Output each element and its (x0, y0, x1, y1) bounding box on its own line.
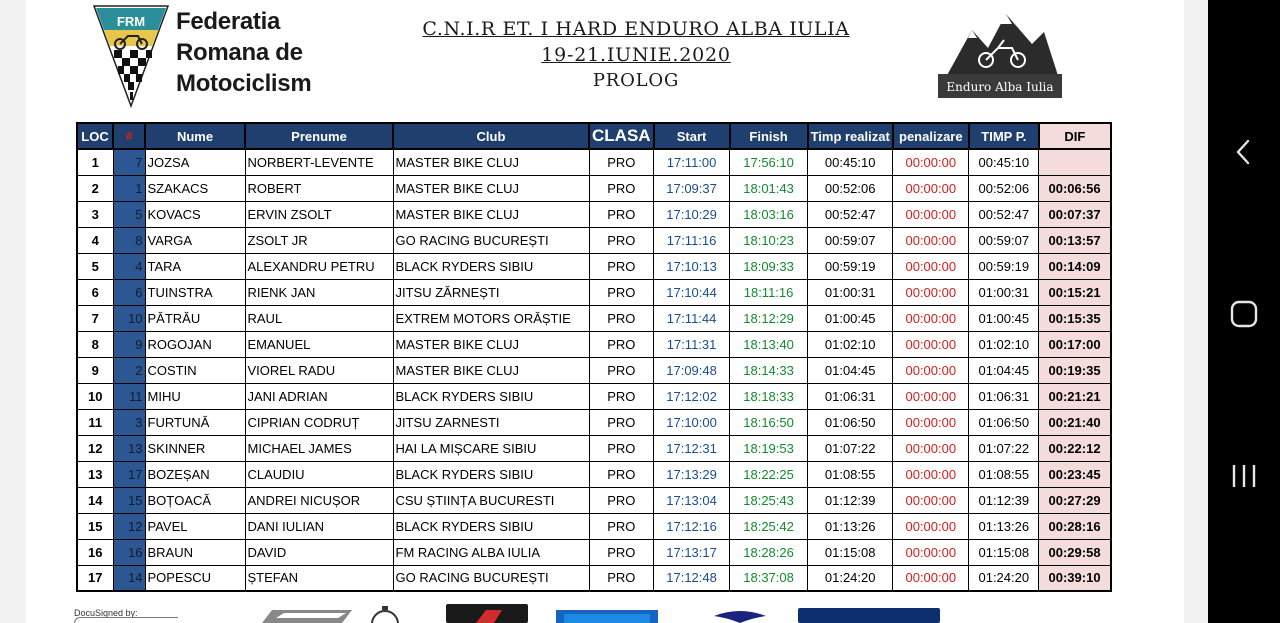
cell-club: GO RACING BUCUREȘTI (393, 227, 589, 253)
cell-prenume: CLAUDIU (245, 461, 393, 487)
cell-club: MASTER BIKE CLUJ (393, 149, 589, 175)
cell-finish: 18:13:40 (730, 331, 808, 357)
android-nav-bar (1208, 0, 1280, 623)
cell-timp-p: 01:04:45 (969, 357, 1039, 383)
table-row (77, 357, 1111, 383)
cell-start: 17:11:44 (654, 305, 730, 331)
cell-penalizare: 00:00:00 (893, 435, 969, 461)
table-row (77, 539, 1111, 565)
cell-start-number: 14 (113, 565, 145, 591)
frm-logo (92, 0, 170, 108)
cell-prenume: JANI ADRIAN (245, 383, 393, 409)
signature-frame (74, 617, 178, 623)
col-header-finish: Finish (730, 123, 808, 149)
cell-clasa: PRO (589, 149, 654, 175)
cell-start-number: 1 (113, 175, 145, 201)
cell-penalizare: 00:00:00 (893, 227, 969, 253)
sponsor-logo-4 (798, 604, 940, 623)
cell-nume: KOVACS (145, 201, 245, 227)
results-table (76, 122, 1112, 592)
cell-club: MASTER BIKE CLUJ (393, 175, 589, 201)
cell-nume: BRAUN (145, 539, 245, 565)
cell-dif: 00:14:09 (1039, 253, 1111, 279)
cell-loc: 10 (77, 383, 113, 409)
cell-start-number: 3 (113, 409, 145, 435)
cell-timp-p: 01:12:39 (969, 487, 1039, 513)
cell-clasa: PRO (589, 201, 654, 227)
cell-club: EXTREM MOTORS ORĂȘTIE (393, 305, 589, 331)
cell-start-number: 17 (113, 461, 145, 487)
cell-loc: 5 (77, 253, 113, 279)
cell-club: BLACK RYDERS SIBIU (393, 513, 589, 539)
cell-prenume: ȘTEFAN (245, 565, 393, 591)
cell-loc: 6 (77, 279, 113, 305)
cell-loc: 7 (77, 305, 113, 331)
sponsor-logo-2 (446, 604, 528, 623)
col-header-start: Start (654, 123, 730, 149)
cell-finish: 18:25:42 (730, 513, 808, 539)
docusign-label: DocuSigned by: (74, 608, 138, 618)
cell-start-number: 10 (113, 305, 145, 331)
table-row (77, 175, 1111, 201)
cell-dif: 00:13:57 (1039, 227, 1111, 253)
svg-text:FRM: FRM (116, 14, 146, 29)
cell-club: MASTER BIKE CLUJ (393, 201, 589, 227)
cell-start: 17:10:29 (654, 201, 730, 227)
table-row (77, 279, 1111, 305)
col-header-nume: Nume (145, 123, 245, 149)
cell-start-number: 11 (113, 383, 145, 409)
cell-timp-realizat: 01:08:55 (808, 461, 893, 487)
cell-timp-p: 00:59:07 (969, 227, 1039, 253)
cell-nume: BOȚOACĂ (145, 487, 245, 513)
cell-penalizare: 00:00:00 (893, 253, 969, 279)
cell-finish: 18:10:23 (730, 227, 808, 253)
cell-clasa: PRO (589, 435, 654, 461)
table-row (77, 565, 1111, 591)
table-row (77, 253, 1111, 279)
enduro-alba-iulia-logo (932, 8, 1068, 102)
cell-club: FM RACING ALBA IULIA (393, 539, 589, 565)
cell-start-number: 2 (113, 357, 145, 383)
cell-finish: 18:14:33 (730, 357, 808, 383)
col-header-penalizare: penalizare (893, 123, 969, 149)
cell-nume: MIHU (145, 383, 245, 409)
cell-loc: 11 (77, 409, 113, 435)
cell-start-number: 16 (113, 539, 145, 565)
cell-timp-p: 01:08:55 (969, 461, 1039, 487)
cell-clasa: PRO (589, 357, 654, 383)
cell-dif: 00:19:35 (1039, 357, 1111, 383)
cell-start: 17:12:31 (654, 435, 730, 461)
cell-penalizare: 00:00:00 (893, 201, 969, 227)
col-header-dif: DIF (1039, 123, 1111, 149)
cell-timp-p: 01:02:10 (969, 331, 1039, 357)
cell-nume: SZAKACS (145, 175, 245, 201)
table-header-row (77, 123, 1111, 149)
cell-start-number: 12 (113, 513, 145, 539)
cell-timp-p: 00:52:06 (969, 175, 1039, 201)
cell-timp-p: 01:13:26 (969, 513, 1039, 539)
cell-penalizare: 00:00:00 (893, 149, 969, 175)
cell-start: 17:11:31 (654, 331, 730, 357)
federation-name: Federatia Romana de Motociclism (176, 8, 312, 97)
cell-nume: SKINNER (145, 435, 245, 461)
eagle-icon (712, 604, 768, 623)
cell-nume: ROGOJAN (145, 331, 245, 357)
cell-start-number: 6 (113, 279, 145, 305)
table-row (77, 487, 1111, 513)
cell-nume: PAVEL (145, 513, 245, 539)
cell-start-number: 15 (113, 487, 145, 513)
cell-dif: 00:17:00 (1039, 331, 1111, 357)
cell-dif: 00:22:12 (1039, 435, 1111, 461)
cell-finish: 18:25:43 (730, 487, 808, 513)
cell-dif: 00:27:29 (1039, 487, 1111, 513)
cell-start: 17:13:04 (654, 487, 730, 513)
col-header-clasa: CLASA (589, 123, 654, 149)
cell-finish: 18:19:53 (730, 435, 808, 461)
cell-club: JITSU ZĂRNEȘTI (393, 279, 589, 305)
table-row (77, 461, 1111, 487)
cell-clasa: PRO (589, 409, 654, 435)
table-row (77, 409, 1111, 435)
cell-club: BLACK RYDERS SIBIU (393, 461, 589, 487)
cell-penalizare: 00:00:00 (893, 487, 969, 513)
recent-apps-icon (1229, 462, 1259, 490)
cell-finish: 18:18:33 (730, 383, 808, 409)
cell-timp-p: 01:00:45 (969, 305, 1039, 331)
cell-timp-p: 01:15:08 (969, 539, 1039, 565)
cell-timp-p: 01:00:31 (969, 279, 1039, 305)
cell-finish: 18:22:25 (730, 461, 808, 487)
cell-prenume: ALEXANDRU PETRU (245, 253, 393, 279)
col-header-club: Club (393, 123, 589, 149)
cell-clasa: PRO (589, 305, 654, 331)
cell-loc: 16 (77, 539, 113, 565)
cell-club: MASTER BIKE CLUJ (393, 357, 589, 383)
cell-penalizare: 00:00:00 (893, 357, 969, 383)
cell-prenume: MICHAEL JAMES (245, 435, 393, 461)
cell-prenume: DANI IULIAN (245, 513, 393, 539)
cell-nume: COSTIN (145, 357, 245, 383)
cell-penalizare: 00:00:00 (893, 513, 969, 539)
cell-timp-p: 01:06:31 (969, 383, 1039, 409)
cell-prenume: ANDREI NICUȘOR (245, 487, 393, 513)
sponsor-logo-3 (556, 604, 658, 623)
cell-start: 17:10:13 (654, 253, 730, 279)
cell-clasa: PRO (589, 461, 654, 487)
cell-start-number: 5 (113, 201, 145, 227)
cell-timp-realizat: 01:07:22 (808, 435, 893, 461)
cell-clasa: PRO (589, 513, 654, 539)
cell-prenume: ROBERT (245, 175, 393, 201)
table-row (77, 513, 1111, 539)
cell-clasa: PRO (589, 175, 654, 201)
cell-penalizare: 00:00:00 (893, 331, 969, 357)
cell-start-number: 7 (113, 149, 145, 175)
back-button[interactable] (1208, 136, 1280, 168)
sponsor-logo-1 (262, 604, 352, 623)
cell-club: MASTER BIKE CLUJ (393, 331, 589, 357)
cell-start-number: 8 (113, 227, 145, 253)
cell-penalizare: 00:00:00 (893, 539, 969, 565)
table-row (77, 201, 1111, 227)
cell-timp-realizat: 00:59:07 (808, 227, 893, 253)
cell-start: 17:09:48 (654, 357, 730, 383)
cell-prenume: ERVIN ZSOLT (245, 201, 393, 227)
cell-prenume: DAVID (245, 539, 393, 565)
cell-nume: TARA (145, 253, 245, 279)
home-button[interactable] (1208, 298, 1280, 330)
col-header-timp-p: TIMP P. (969, 123, 1039, 149)
col-header-prenume: Prenume (245, 123, 393, 149)
results-body (77, 149, 1111, 591)
cell-loc: 15 (77, 513, 113, 539)
cell-timp-realizat: 01:00:31 (808, 279, 893, 305)
cell-nume: FURTUNĂ (145, 409, 245, 435)
cell-start-number: 9 (113, 331, 145, 357)
cell-dif: 00:29:58 (1039, 539, 1111, 565)
cell-timp-realizat: 01:15:08 (808, 539, 893, 565)
cell-start: 17:13:29 (654, 461, 730, 487)
cell-dif: 00:39:10 (1039, 565, 1111, 591)
event-stage: PROLOG (592, 70, 680, 91)
col-header-loc: LOC (77, 123, 113, 149)
cell-timp-p: 01:06:50 (969, 409, 1039, 435)
cell-loc: 2 (77, 175, 113, 201)
cell-start: 17:10:00 (654, 409, 730, 435)
cell-start: 17:11:16 (654, 227, 730, 253)
cell-timp-realizat: 01:02:10 (808, 331, 893, 357)
cell-loc: 1 (77, 149, 113, 175)
cell-prenume: EMANUEL (245, 331, 393, 357)
cell-dif: 00:07:37 (1039, 201, 1111, 227)
event-title: C.N.I.R ET. I HARD ENDURO ALBA IULIA (422, 18, 850, 40)
cell-finish: 18:03:16 (730, 201, 808, 227)
cell-timp-realizat: 00:45:10 (808, 149, 893, 175)
cell-timp-realizat: 01:13:26 (808, 513, 893, 539)
cell-clasa: PRO (589, 227, 654, 253)
results-document (26, 0, 1184, 623)
event-title-block (406, 16, 866, 94)
home-icon (1229, 299, 1259, 329)
cell-timp-realizat: 01:06:31 (808, 383, 893, 409)
stopwatch-icon (360, 604, 410, 623)
cell-timp-realizat: 01:00:45 (808, 305, 893, 331)
cell-loc: 3 (77, 201, 113, 227)
cell-club: HAI LA MIȘCARE SIBIU (393, 435, 589, 461)
table-row (77, 435, 1111, 461)
cell-start-number: 13 (113, 435, 145, 461)
cell-club: BLACK RYDERS SIBIU (393, 383, 589, 409)
cell-dif: 00:23:45 (1039, 461, 1111, 487)
cell-dif: 00:06:56 (1039, 175, 1111, 201)
cell-nume: VARGA (145, 227, 245, 253)
cell-nume: BOZEȘAN (145, 461, 245, 487)
cell-dif (1039, 149, 1111, 175)
cell-penalizare: 00:00:00 (893, 175, 969, 201)
table-row (77, 383, 1111, 409)
cell-timp-realizat: 00:52:47 (808, 201, 893, 227)
cell-finish: 18:28:26 (730, 539, 808, 565)
cell-finish: 18:11:16 (730, 279, 808, 305)
cell-nume: TUINSTRA (145, 279, 245, 305)
cell-start: 17:12:16 (654, 513, 730, 539)
cell-nume: POPESCU (145, 565, 245, 591)
cell-timp-realizat: 01:04:45 (808, 357, 893, 383)
cell-penalizare: 00:00:00 (893, 305, 969, 331)
cell-timp-realizat: 00:59:19 (808, 253, 893, 279)
cell-dif: 00:15:21 (1039, 279, 1111, 305)
cell-start: 17:13:17 (654, 539, 730, 565)
cell-start: 17:12:48 (654, 565, 730, 591)
table-row (77, 331, 1111, 357)
cell-club: GO RACING BUCUREȘTI (393, 565, 589, 591)
cell-start-number: 4 (113, 253, 145, 279)
table-row (77, 305, 1111, 331)
cell-finish: 18:16:50 (730, 409, 808, 435)
col-header-timp-realizat: Timp realizat (808, 123, 893, 149)
cell-timp-p: 00:45:10 (969, 149, 1039, 175)
cell-timp-p: 00:52:47 (969, 201, 1039, 227)
cell-loc: 14 (77, 487, 113, 513)
cell-nume: JOZSA (145, 149, 245, 175)
cell-loc: 12 (77, 435, 113, 461)
recent-apps-button[interactable] (1208, 460, 1280, 492)
cell-prenume: CIPRIAN CODRUȚ (245, 409, 393, 435)
back-icon (1234, 138, 1254, 166)
cell-prenume: ZSOLT JR (245, 227, 393, 253)
cell-loc: 4 (77, 227, 113, 253)
cell-finish: 18:01:43 (730, 175, 808, 201)
cell-penalizare: 00:00:00 (893, 461, 969, 487)
cell-dif: 00:21:21 (1039, 383, 1111, 409)
svg-text:Enduro Alba Iulia: Enduro Alba Iulia (946, 80, 1054, 94)
cell-prenume: NORBERT-LEVENTE (245, 149, 393, 175)
cell-penalizare: 00:00:00 (893, 279, 969, 305)
cell-timp-p: 01:07:22 (969, 435, 1039, 461)
cell-club: CSU ȘTIINȚA BUCURESTI (393, 487, 589, 513)
cell-clasa: PRO (589, 565, 654, 591)
cell-loc: 9 (77, 357, 113, 383)
table-row (77, 149, 1111, 175)
cell-clasa: PRO (589, 487, 654, 513)
cell-timp-realizat: 01:12:39 (808, 487, 893, 513)
cell-prenume: RIENK JAN (245, 279, 393, 305)
cell-penalizare: 00:00:00 (893, 565, 969, 591)
cell-start: 17:12:02 (654, 383, 730, 409)
cell-prenume: RAUL (245, 305, 393, 331)
cell-clasa: PRO (589, 331, 654, 357)
table-row (77, 227, 1111, 253)
cell-finish: 18:12:29 (730, 305, 808, 331)
cell-clasa: PRO (589, 279, 654, 305)
cell-loc: 17 (77, 565, 113, 591)
cell-clasa: PRO (589, 383, 654, 409)
cell-loc: 13 (77, 461, 113, 487)
cell-start: 17:10:44 (654, 279, 730, 305)
event-dates: 19-21.IUNIE.2020 (541, 44, 731, 66)
cell-timp-realizat: 00:52:06 (808, 175, 893, 201)
cell-start: 17:11:00 (654, 149, 730, 175)
cell-prenume: VIOREL RADU (245, 357, 393, 383)
col-header-number: # (113, 123, 145, 149)
cell-clasa: PRO (589, 539, 654, 565)
cell-finish: 17:56:10 (730, 149, 808, 175)
cell-nume: PĂTRĂU (145, 305, 245, 331)
cell-club: BLACK RYDERS SIBIU (393, 253, 589, 279)
cell-loc: 8 (77, 331, 113, 357)
cell-dif: 00:15:35 (1039, 305, 1111, 331)
cell-start: 17:09:37 (654, 175, 730, 201)
cell-dif: 00:21:40 (1039, 409, 1111, 435)
cell-timp-realizat: 01:06:50 (808, 409, 893, 435)
cell-clasa: PRO (589, 253, 654, 279)
cell-penalizare: 00:00:00 (893, 383, 969, 409)
cell-timp-p: 00:59:19 (969, 253, 1039, 279)
cell-club: JITSU ZARNESTI (393, 409, 589, 435)
cell-timp-p: 01:24:20 (969, 565, 1039, 591)
cell-timp-realizat: 01:24:20 (808, 565, 893, 591)
cell-dif: 00:28:16 (1039, 513, 1111, 539)
cell-finish: 18:09:33 (730, 253, 808, 279)
cell-finish: 18:37:08 (730, 565, 808, 591)
cell-penalizare: 00:00:00 (893, 409, 969, 435)
